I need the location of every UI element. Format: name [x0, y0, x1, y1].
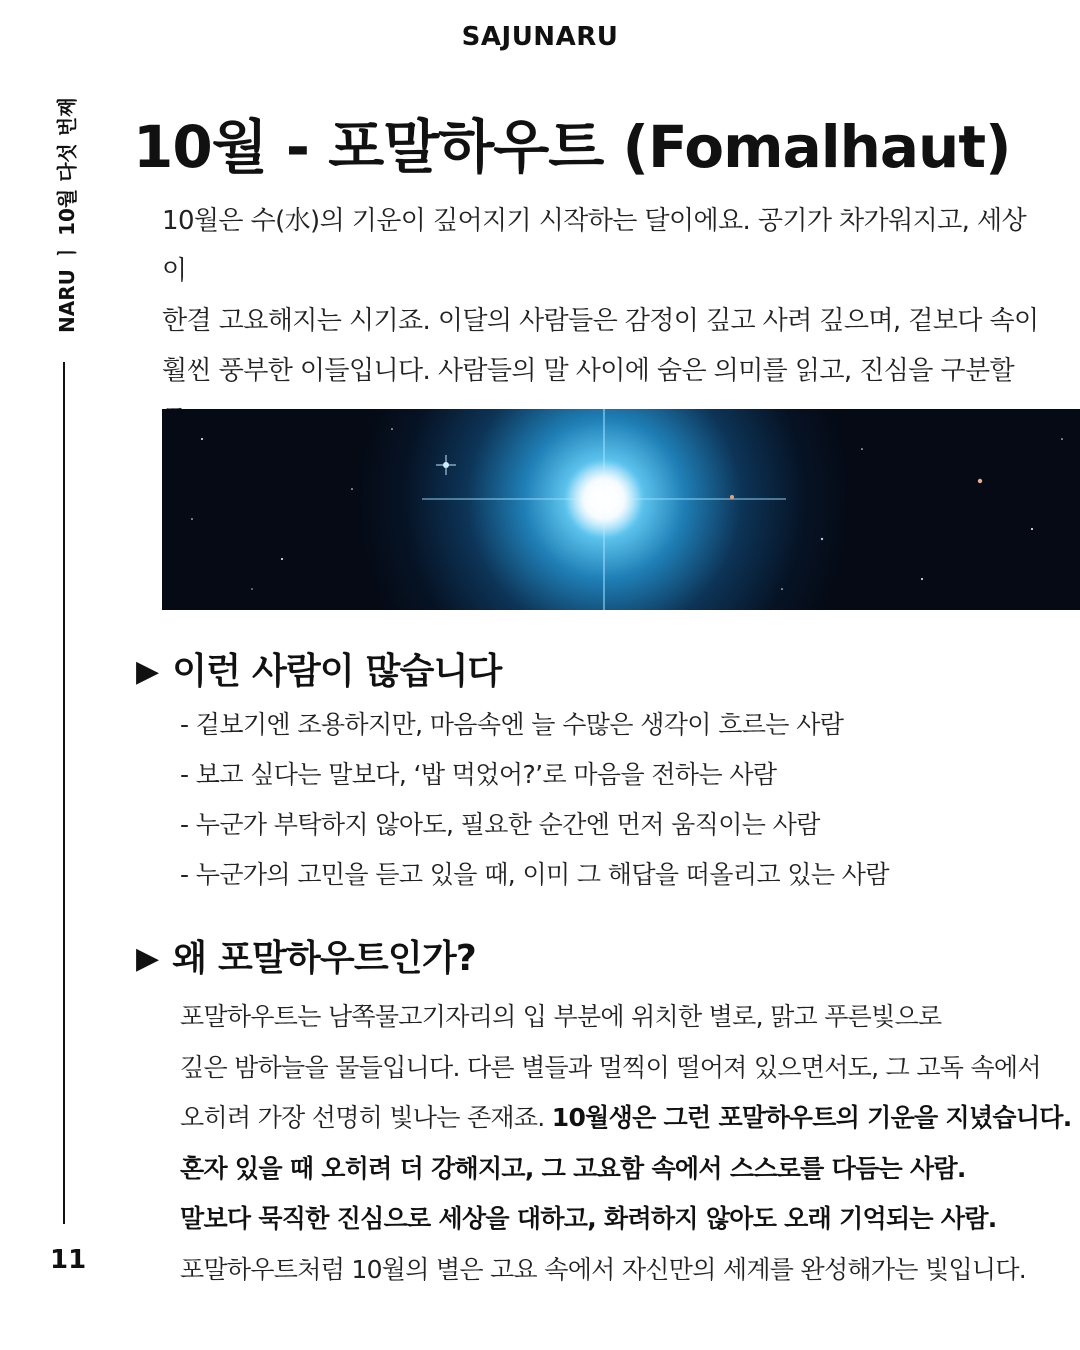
paragraph-line-bold: 10월생은 그런 포말하우트의 기운을 지녔습니다. [551, 1103, 1072, 1132]
paragraph-line: 포말하우트는 남쪽물고기자리의 입 부분에 위치한 별로, 맑고 푸른빛으로 [180, 1002, 942, 1031]
intro-line: 훨씬 풍부한 이들입니다. 사람들의 말 사이에 숨은 의미를 읽고, 진심을 구분할 [162, 356, 1014, 386]
page-number: 11 [50, 1245, 87, 1275]
paragraph-line: 오히려 가장 선명히 빛나는 존재죠. [180, 1103, 552, 1132]
section-side-label: NARU ㅣ 10월 다섯 번째 [55, 97, 79, 333]
triangle-bullet-icon: ▶ [136, 654, 159, 689]
section-heading-why [136, 930, 476, 981]
fomalhaut-star-image [162, 409, 1080, 610]
brand-logo: SAJUNARU [461, 22, 619, 52]
side-divider [63, 362, 65, 1224]
paragraph-line: 깊은 밤하늘을 물들입니다. 다른 별들과 멀찍이 떨어져 있으면서도, 그 고독 속에서 [180, 1052, 1041, 1082]
list-item: - 겉보기엔 조용하지만, 마음속엔 늘 수많은 생각이 흐르는 사람 [180, 710, 844, 739]
section-heading-people [136, 643, 502, 694]
list-item: - 보고 싶다는 말보다, ‘밥 먹었어?’로 마음을 전하는 사람 [180, 760, 777, 789]
paragraph-line-bold: 혼자 있을 때 오히려 더 강해지고, 그 고요함 속에서 스스로를 다듬는 사람. [180, 1153, 966, 1183]
list-item: - 누군가의 고민을 듣고 있을 때, 이미 그 해답을 떠올리고 있는 사람 [180, 860, 889, 889]
why-paragraph [180, 992, 1072, 1295]
intro-line: 10월은 수(水)의 기운이 깊어지기 시작하는 달이에요. 공기가 차가워지고, 세상이 [162, 206, 1026, 286]
paragraph-line-bold: 말보다 묵직한 진심으로 세상을 대하고, 화려하지 않아도 오래 기억되는 사람. [180, 1204, 997, 1233]
triangle-bullet-icon: ▶ [136, 941, 159, 976]
section-heading-text: 왜 포말하우트인가? [172, 938, 476, 979]
section-heading-text: 이런 사람이 많습니다 [172, 651, 502, 692]
intro-line: 한결 고요해지는 시기죠. 이달의 사람들은 감정이 깊고 사려 깊으며, 겉보다 속이 [162, 306, 1039, 336]
page-title: 10월 - 포말하우트 (Fomalhaut) [133, 113, 1011, 181]
list-item: - 누군가 부탁하지 않아도, 필요한 순간엔 먼저 움직이는 사람 [180, 810, 820, 839]
paragraph-line: 포말하우트처럼 10월의 별은 고요 속에서 자신만의 세계를 완성해가는 빛입니다. [180, 1254, 1027, 1284]
trait-list [180, 700, 889, 900]
